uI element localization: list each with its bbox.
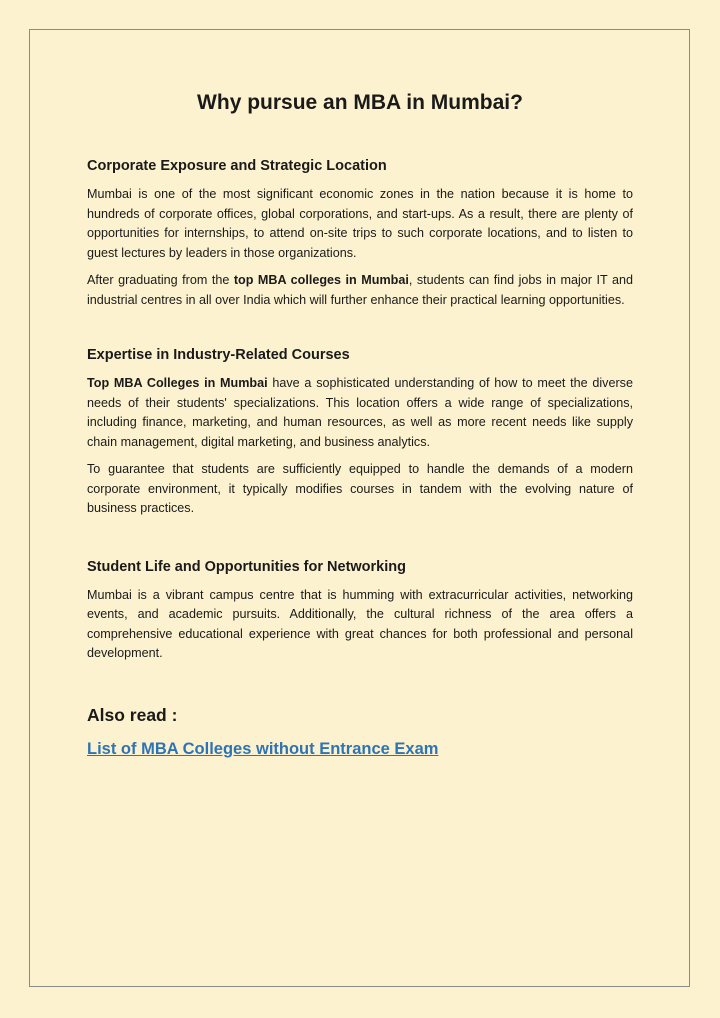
bold-phrase: top MBA colleges in Mumbai — [233, 273, 409, 287]
also-read-label: Also read : — [87, 704, 178, 725]
mba-colleges-without-entrance-link[interactable]: List of MBA Colleges without Entrance Exam — [87, 739, 439, 758]
document-content — [87, 86, 633, 761]
paragraph: Mumbai is a vibrant campus centre that is humming with extracurricular activities, networking events, and academic pursuits. Additionally, the cultural richness of the area offers a comprehensive educational experience with great chances for both professional and personal development. — [87, 587, 633, 660]
paragraph: To guarantee that students are sufficiently equipped to handle the demands of a modern corporate environment, it typically modifies courses in tandem with the evolving nature of business practices. — [87, 462, 633, 515]
page-title: Why pursue an MBA in Mumbai? — [197, 91, 523, 114]
section-heading-student-life: Student Life and Opportunities for Networking — [87, 558, 406, 575]
section-heading-industry-courses: Expertise in Industry-Related Courses — [87, 347, 350, 363]
paragraph: Top MBA Colleges in Mumbai have a sophisticated understanding of how to meet the diverse needs of their students' specializations. This location offers a wide range of specializations, including finance, marketing, and human resources, as well as more recent needs like supply chain management, digital marketing, and business analytics. — [87, 376, 633, 449]
bold-phrase: Top MBA Colleges in Mumbai — [87, 376, 268, 390]
paragraph: After graduating from the top MBA colleges in Mumbai, students can find jobs in major IT and industrial centres in all over India which will further enhance their practical learning opportunities. — [87, 273, 633, 307]
section-heading-corporate-exposure: Corporate Exposure and Strategic Location — [87, 158, 387, 174]
paragraph: Mumbai is one of the most significant economic zones in the nation because it is home to hundreds of corporate offices, global corporations, and start-ups. As a result, there are plenty of opportunities for internships, to attend on-site trips to such corporate locations, and to listen to guest lectures by leaders in those organizations. — [87, 187, 633, 260]
